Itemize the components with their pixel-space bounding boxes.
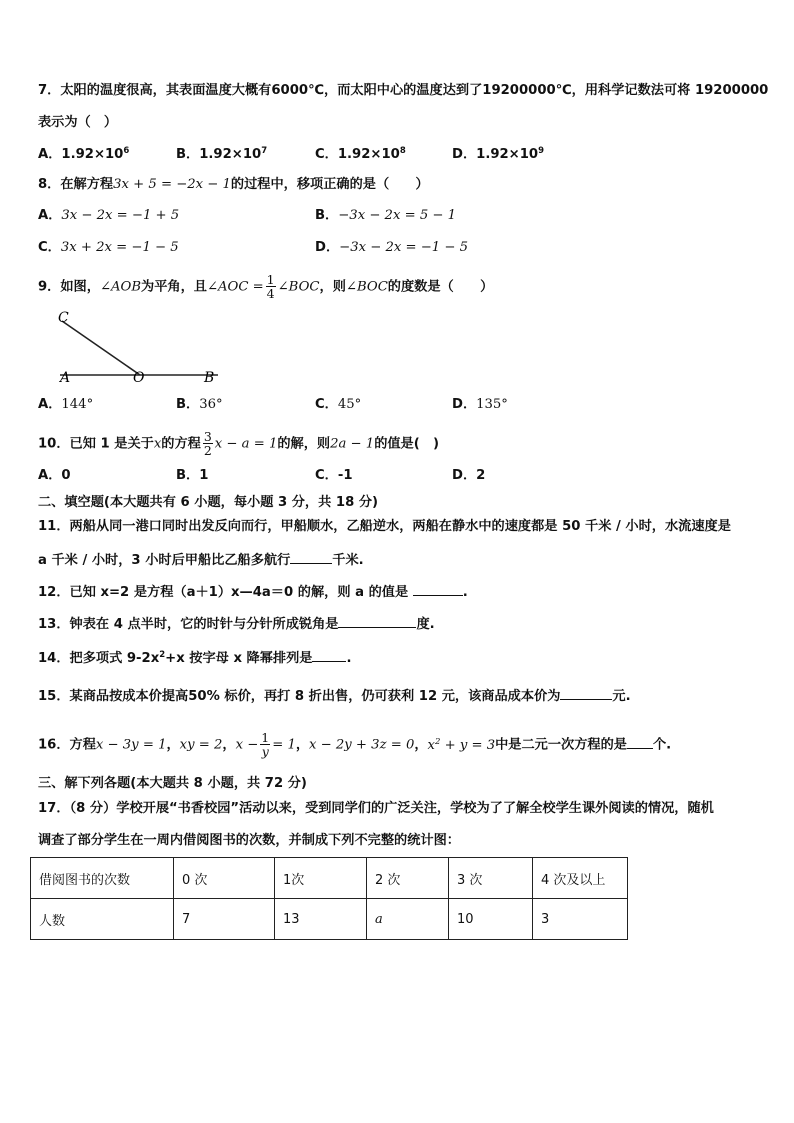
q16-text: 16．方程x − 3y = 1，xy = 2，x − $\frac{1}{y}$ = 1，x − 2y + 3z = 0，$x^2 + y = 3$中是二元一次方程的是 个. xyxy=(38,730,672,759)
q10-stem: 10．已知 1 是关于x的方程 $\frac{3}{2}$ x − a = 1的解，则2a − 1的值是( ) xyxy=(38,429,439,458)
q10-fraction: $\frac{3}{2}$ xyxy=(203,429,212,458)
q9-option-b: B．36° xyxy=(176,397,223,412)
q17-text-line1: 17．（8 分）学校开展“书香校园”活动以来，受到同学们的广泛关注，学校为了了解全校学生课外阅读的情况，随机 xyxy=(38,801,714,816)
q13-text: 13．钟表在 4 点半时，它的时针与分针所成锐角是 度. xyxy=(38,614,435,634)
label-o: O xyxy=(133,370,145,386)
q12-text: 12．已知 x=2 是方程（a＋1）x—4a＝0 的解，则 a 的值是 . xyxy=(38,582,468,602)
q12-answer-blank xyxy=(413,582,463,596)
ray-oc xyxy=(62,321,140,375)
q14-text: 14．把多项式 $9-2x^2+x$ 按字母 x 降幂排列是 . xyxy=(38,650,352,666)
q7-option-a: A．$1.92\times 10^6$ xyxy=(38,146,130,162)
q9-option-a: A．144° xyxy=(38,397,94,412)
q11-text-line1: 11．两船从同一港口同时出发反向而行，甲船顺水，乙船逆水，两船在静水中的速度都是 50 千米 / 小时，水流速度是 xyxy=(38,519,731,534)
table-cell: 13 xyxy=(275,899,367,940)
q14-answer-blank xyxy=(312,648,346,662)
table-cell: a xyxy=(367,899,449,940)
q10-option-d: D．2 xyxy=(452,468,486,483)
q10-option-c: C．-1 xyxy=(315,468,353,483)
section-2-heading: 二、填空题(本大题共有 6 小题，每小题 3 分，共 18 分) xyxy=(38,495,379,510)
table-cell: 3 xyxy=(533,899,628,940)
q7-option-b: B．$1.92\times 10^7$ xyxy=(176,146,268,162)
table-cell: 2 次 xyxy=(367,858,449,899)
q17-text-line2: 调查了部分学生在一周内借阅图书的次数，并制成下列不完整的统计图： xyxy=(38,833,460,848)
q16-answer-blank xyxy=(627,735,653,749)
q11-text-line2: a 千米 / 小时，3 小时后甲船比乙船多航行 千米. xyxy=(38,550,364,570)
table-header-row xyxy=(31,858,628,899)
table-cell: 10 xyxy=(449,899,533,940)
q8-stem: 8．在解方程3x + 5 = −2x − 1的过程中，移项正确的是（ ） xyxy=(38,177,429,192)
q10-option-a: A．0 xyxy=(38,468,71,483)
q7-option-c: C．$1.92\times 10^8$ xyxy=(315,146,406,162)
q11-answer-blank xyxy=(290,550,332,564)
q10-option-b: B．1 xyxy=(176,468,209,483)
q8-option-a: A．3x − 2x = −1 + 5 xyxy=(38,208,180,223)
label-a: A xyxy=(60,370,71,386)
borrowing-stats-table xyxy=(30,857,628,940)
q16-fraction: $\frac{1}{y}$ xyxy=(261,730,270,759)
q8-option-b: B．−3x − 2x = 5 − 1 xyxy=(315,208,457,223)
label-c: C xyxy=(58,310,69,326)
table-cell: 3 次 xyxy=(449,858,533,899)
q9-angle-figure xyxy=(50,306,230,386)
label-b: B xyxy=(204,370,215,386)
table-row xyxy=(31,899,628,940)
table-cell: 人数 xyxy=(31,899,174,940)
q9-option-c: C．45° xyxy=(315,397,362,412)
table-cell: 0 次 xyxy=(174,858,275,899)
q9-option-d: D．135° xyxy=(452,397,508,412)
q7-option-d: D．$1.92\times 10^9$ xyxy=(452,146,545,162)
q8-option-d: D．−3x − 2x = −1 − 5 xyxy=(315,240,468,255)
table-cell: 4 次及以上 xyxy=(533,858,628,899)
q13-answer-blank xyxy=(338,614,416,628)
section-3-heading: 三、解下列各题(本大题共 8 小题，共 72 分) xyxy=(38,776,307,791)
q9-fraction: $\frac{1}{4}$ xyxy=(266,272,275,301)
table-cell: 1次 xyxy=(275,858,367,899)
q15-text: 15．某商品按成本价提高50% 标价，再打 8 折出售，仍可获利 12 元，该商品成本价为 元. xyxy=(38,686,631,706)
q8-option-c: C．3x + 2x = −1 − 5 xyxy=(38,240,179,255)
q15-answer-blank xyxy=(560,686,612,700)
q7-text-line1: 7．太阳的温度很高，其表面温度大概有6000℃，而太阳中心的温度达到了19200000℃，用科学记数法可将 19200000 xyxy=(38,83,769,98)
q9-stem: 9．如图，∠AOB为平角，且∠AOC = $\frac{1}{4}$ ∠BOC，则∠BOC的度数是（ ） xyxy=(38,272,494,301)
q7-text-line2: 表示为（ ） xyxy=(38,115,118,130)
table-cell: 借阅图书的次数 xyxy=(31,858,174,899)
table-cell: 7 xyxy=(174,899,275,940)
